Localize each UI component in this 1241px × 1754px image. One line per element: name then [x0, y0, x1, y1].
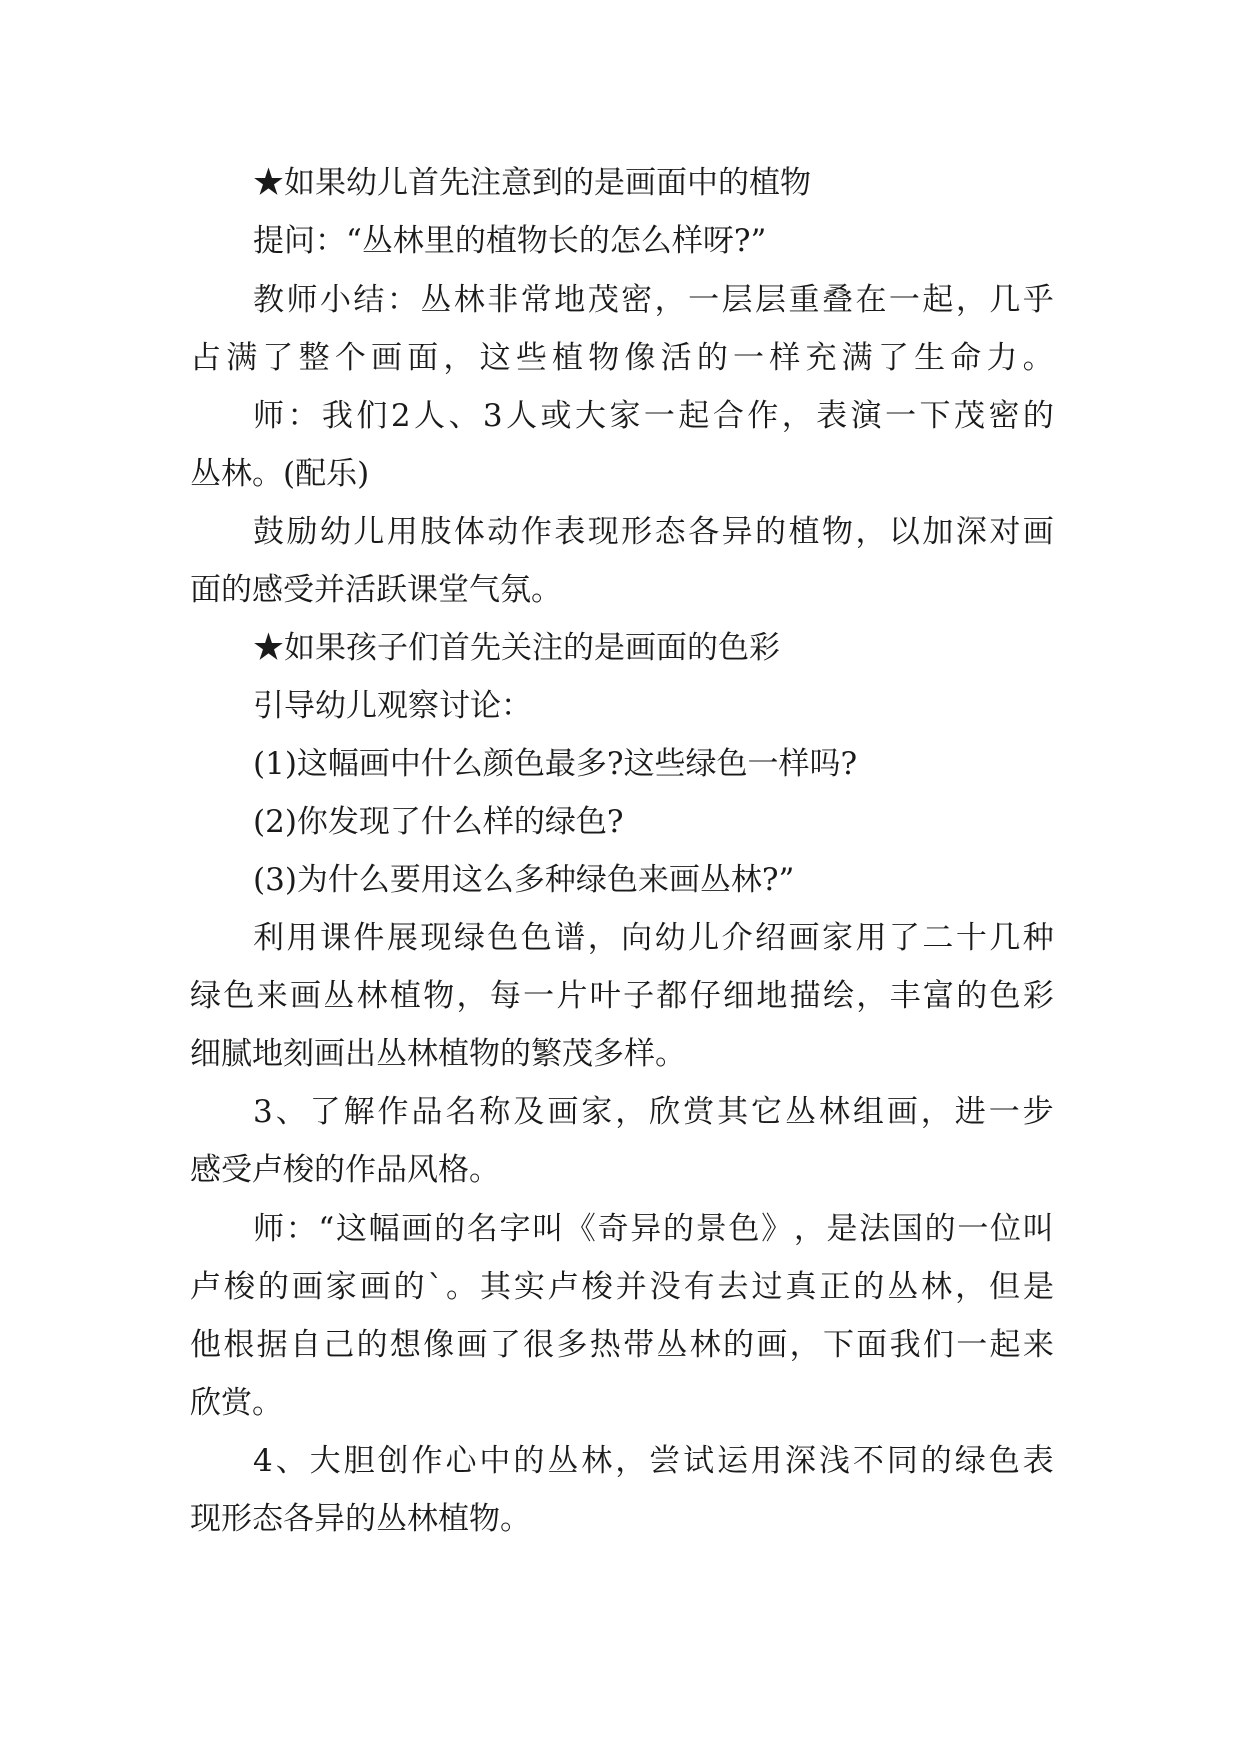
text-glyph: 家	[581, 1094, 613, 1130]
text-glyph: 种	[1022, 920, 1054, 956]
text-glyph: 师	[286, 282, 318, 318]
text-glyph: 几	[989, 920, 1021, 956]
text-glyph: 一	[688, 282, 720, 318]
text-glyph: 作	[747, 398, 779, 434]
text-glyph: 己	[323, 1327, 355, 1363]
text-glyph: 家	[609, 398, 641, 434]
text-glyph: 很	[523, 1327, 555, 1363]
text-glyph: 过	[751, 1269, 783, 1305]
text-glyph: 画	[886, 1094, 918, 1130]
text-glyph: 热	[589, 1327, 621, 1363]
text-glyph: 我	[321, 398, 353, 434]
text-glyph: 深	[784, 1443, 816, 1479]
text-glyph: 。	[1022, 340, 1054, 376]
text-glyph: 一	[888, 282, 920, 318]
text-glyph: 林	[453, 282, 485, 318]
text-glyph: 步	[1022, 1094, 1054, 1130]
text-glyph: 林	[356, 978, 388, 1014]
text-glyph: 人	[414, 398, 445, 434]
text-glyph: 这	[335, 1211, 367, 1247]
text-glyph: 密	[988, 398, 1020, 434]
text-glyph: 叶	[589, 978, 621, 1014]
text-glyph: 师	[253, 398, 284, 434]
text-glyph: 丛	[420, 282, 452, 318]
text-glyph: 尝	[649, 1443, 681, 1479]
text-glyph: ，	[654, 282, 686, 318]
text-glyph: 带	[623, 1327, 655, 1363]
text-glyph: 3	[253, 1094, 273, 1130]
text-glyph: 根	[223, 1327, 255, 1363]
text-glyph: 样	[769, 340, 801, 376]
text-glyph: 画	[359, 1269, 391, 1305]
text-glyph: 叠	[821, 282, 853, 318]
text-glyph: 画	[371, 340, 403, 376]
text-glyph: 作	[411, 1443, 443, 1479]
text-glyph: 乎	[1022, 282, 1054, 318]
text-glyph: 正	[819, 1269, 851, 1305]
text-glyph: 十	[955, 920, 987, 956]
text-glyph: 我	[889, 1327, 921, 1363]
text-glyph: 地	[554, 282, 586, 318]
text-glyph: 、	[448, 398, 480, 434]
text-glyph: 异	[721, 514, 753, 550]
text-glyph: 活	[660, 340, 692, 376]
text-glyph: 组	[852, 1094, 884, 1130]
text-glyph: 梭	[581, 1269, 613, 1305]
text-glyph: 个	[334, 340, 366, 376]
paragraph-line-13: (3)为什么要用这么多种绿色来画丛林?”	[253, 862, 795, 898]
text-glyph: 深	[955, 514, 987, 550]
text-glyph: 形	[621, 514, 653, 550]
text-glyph: 了	[888, 920, 920, 956]
text-glyph: `	[427, 1269, 444, 1305]
text-glyph: 想	[389, 1327, 421, 1363]
text-glyph: ：	[287, 398, 319, 434]
text-glyph: ，	[955, 282, 987, 318]
paragraph-line-19	[0, 1199, 1241, 1259]
text-glyph: 进	[954, 1094, 986, 1130]
text-glyph: 合	[712, 398, 744, 434]
text-glyph: 儿	[353, 514, 385, 550]
text-glyph: 都	[656, 978, 688, 1014]
text-glyph: 密	[621, 282, 653, 318]
paragraph-line-2: 提问：“丛林里的植物长的怎么样呀?”	[253, 223, 767, 259]
text-glyph: 现	[420, 920, 452, 956]
text-glyph: 每	[489, 978, 521, 1014]
text-glyph: 二	[922, 920, 954, 956]
paragraph-line-24: 现形态各异的丛林植物。	[190, 1501, 531, 1537]
text-glyph: 们	[356, 398, 388, 434]
paragraph-line-10: 引导幼儿观察讨论：	[253, 688, 532, 724]
paragraph-line-4	[0, 328, 1241, 388]
text-glyph: 向	[621, 920, 653, 956]
text-glyph: 字	[499, 1211, 531, 1247]
text-glyph: 仔	[689, 978, 721, 1014]
text-glyph: 称	[479, 1094, 511, 1130]
text-glyph: 画	[456, 1327, 488, 1363]
text-glyph: 教	[253, 282, 284, 318]
text-glyph: 层	[721, 282, 753, 318]
text-glyph: 面	[856, 1327, 888, 1363]
text-glyph: 绿	[190, 978, 221, 1014]
text-glyph: 幅	[368, 1211, 400, 1247]
text-glyph: 了	[309, 1094, 341, 1130]
text-glyph: 子	[623, 978, 655, 1014]
text-glyph: 3	[482, 398, 503, 434]
text-glyph: 了	[262, 340, 294, 376]
text-glyph: 色	[988, 1443, 1020, 1479]
text-glyph: 《	[564, 1211, 596, 1247]
paragraph-line-20	[0, 1257, 1241, 1317]
text-glyph: 国	[891, 1211, 923, 1247]
text-glyph: 丛	[547, 1443, 579, 1479]
text-glyph: 这	[479, 340, 511, 376]
text-glyph: 作	[520, 514, 552, 550]
text-glyph: 丛	[656, 1327, 688, 1363]
text-glyph: 用	[855, 920, 887, 956]
text-glyph: 非	[487, 282, 519, 318]
text-glyph: 师	[253, 1211, 284, 1247]
text-glyph: 》	[761, 1211, 793, 1247]
text-glyph: 不	[852, 1443, 884, 1479]
text-glyph: 胆	[343, 1443, 375, 1479]
text-glyph: 力	[986, 340, 1018, 376]
text-glyph: 展	[386, 920, 418, 956]
text-glyph: 的	[853, 1269, 885, 1305]
text-glyph: 一	[957, 1211, 989, 1247]
text-glyph: 用	[751, 1443, 783, 1479]
text-glyph: 充	[805, 340, 837, 376]
paragraph-line-23	[0, 1431, 1241, 1491]
text-glyph: 片	[556, 978, 588, 1014]
paragraph-line-6: 丛林。(配乐)	[190, 456, 370, 492]
text-glyph: 谱	[554, 920, 586, 956]
paragraph-line-17	[0, 1082, 1241, 1142]
text-glyph: ，	[789, 1327, 821, 1363]
text-glyph: 物	[423, 978, 455, 1014]
text-glyph: 多	[556, 1327, 588, 1363]
text-glyph: 自	[289, 1327, 321, 1363]
paragraph-line-15	[0, 966, 1241, 1026]
text-glyph: ，	[781, 398, 813, 434]
text-glyph: 卢	[190, 1269, 221, 1305]
text-glyph: 对	[989, 514, 1021, 550]
text-glyph: 色	[520, 920, 552, 956]
text-glyph: 的	[356, 1327, 388, 1363]
text-glyph: 丛	[784, 1094, 816, 1130]
text-glyph: 大	[309, 1443, 341, 1479]
text-glyph: 实	[513, 1269, 545, 1305]
text-glyph: 的	[663, 1211, 694, 1247]
text-glyph: 加	[922, 514, 954, 550]
text-glyph: 植	[788, 514, 820, 550]
text-glyph: 起	[678, 398, 710, 434]
text-glyph: 欣	[649, 1094, 681, 1130]
text-glyph: 的	[1022, 398, 1054, 434]
text-glyph: 物	[588, 340, 620, 376]
text-glyph: 大	[575, 398, 606, 434]
text-glyph: 起	[922, 282, 954, 318]
text-glyph: 异	[630, 1211, 662, 1247]
text-glyph: 们	[922, 1327, 954, 1363]
text-glyph: 一	[988, 1094, 1020, 1130]
paragraph-line-7	[0, 502, 1241, 562]
text-glyph: 的	[920, 1443, 952, 1479]
paragraph-line-16: 细腻地刻画出丛林植物的繁茂多样。	[190, 1036, 686, 1072]
text-glyph: 同	[886, 1443, 918, 1479]
text-glyph: 表	[1022, 1443, 1054, 1479]
paragraph-line-12: (2)你发现了什么样的绿色?	[253, 804, 624, 840]
paragraph-line-11: (1)这幅画中什么颜色最多?这些绿色一样吗?	[253, 746, 858, 782]
text-glyph: 占	[190, 340, 221, 376]
text-glyph: 植	[389, 978, 421, 1014]
text-glyph: 满	[226, 340, 258, 376]
text-glyph: 励	[286, 514, 318, 550]
text-glyph: 林	[921, 1269, 953, 1305]
text-glyph: 用	[386, 514, 418, 550]
text-glyph: 画	[291, 1269, 323, 1305]
text-glyph: 表	[554, 514, 586, 550]
text-glyph: 的	[956, 978, 988, 1014]
paragraph-line-5	[0, 386, 1241, 446]
text-glyph: 名	[445, 1094, 477, 1130]
text-glyph: 体	[453, 514, 485, 550]
text-glyph: 彩	[1022, 978, 1054, 1014]
text-glyph: 的	[513, 1443, 545, 1479]
text-glyph: 茂	[587, 282, 619, 318]
paragraph-line-14	[0, 908, 1241, 968]
text-glyph: 重	[788, 282, 820, 318]
text-glyph: 其	[479, 1269, 511, 1305]
text-glyph: 介	[721, 920, 753, 956]
text-glyph: 及	[513, 1094, 545, 1130]
text-glyph: 名	[466, 1211, 498, 1247]
text-glyph: 下	[822, 1327, 854, 1363]
text-glyph: 丛	[887, 1269, 919, 1305]
text-glyph: 的	[924, 1211, 956, 1247]
text-glyph: 肢	[420, 514, 452, 550]
text-glyph: 儿	[688, 920, 720, 956]
paragraph-line-8: 面的感受并活跃课堂气氛。	[190, 572, 562, 608]
text-glyph: ，	[955, 1269, 987, 1305]
text-glyph: 绍	[755, 920, 787, 956]
text-glyph: 浅	[818, 1443, 850, 1479]
text-glyph: 整	[298, 340, 330, 376]
text-glyph: 幼	[654, 920, 686, 956]
text-glyph: 像	[624, 340, 656, 376]
text-glyph: 画	[289, 978, 321, 1014]
text-glyph: 心	[445, 1443, 477, 1479]
paragraph-line-18: 感受卢梭的作品风格。	[190, 1152, 500, 1188]
text-glyph: 动	[487, 514, 519, 550]
text-glyph: 运	[717, 1443, 749, 1479]
text-glyph: 去	[717, 1269, 749, 1305]
text-glyph: 像	[423, 1327, 455, 1363]
text-glyph: 。	[446, 1269, 477, 1305]
text-glyph: 满	[841, 340, 873, 376]
text-glyph: 一	[956, 1327, 988, 1363]
text-glyph: 色	[487, 920, 519, 956]
text-glyph: 了	[489, 1327, 521, 1363]
text-glyph: ，	[615, 1094, 647, 1130]
text-glyph: 几	[989, 282, 1021, 318]
text-glyph: 的	[393, 1269, 425, 1305]
text-glyph: 态	[654, 514, 686, 550]
text-glyph: 但	[989, 1269, 1020, 1305]
text-glyph: 在	[855, 282, 887, 318]
text-glyph: 绘	[822, 978, 854, 1014]
text-glyph: 小	[319, 282, 351, 318]
text-glyph: 是	[1022, 1269, 1054, 1305]
text-glyph: 各	[688, 514, 720, 550]
paragraph-line-9: ★如果孩子们首先关注的是画面的色彩	[253, 630, 780, 666]
text-glyph: 4	[253, 1443, 273, 1479]
text-glyph: 画	[1022, 514, 1054, 550]
text-glyph: 色	[728, 1211, 760, 1247]
text-glyph: 中	[479, 1443, 511, 1479]
text-glyph: 绿	[453, 920, 485, 956]
text-glyph: 起	[989, 1327, 1021, 1363]
text-glyph: 描	[789, 978, 821, 1014]
text-glyph: 生	[914, 340, 946, 376]
text-glyph: 绿	[954, 1443, 986, 1479]
text-glyph: 试	[683, 1443, 715, 1479]
text-glyph: 梭	[223, 1269, 255, 1305]
text-glyph: 件	[353, 920, 385, 956]
text-glyph: 来	[1022, 1327, 1054, 1363]
text-glyph: 的	[755, 514, 787, 550]
text-glyph: 细	[723, 978, 754, 1014]
text-glyph: 是	[826, 1211, 858, 1247]
text-glyph: 鼓	[253, 514, 284, 550]
text-glyph: 奇	[597, 1211, 629, 1247]
text-glyph: 有	[683, 1269, 715, 1305]
text-glyph: ，	[920, 1094, 952, 1130]
paragraph-line-3	[0, 270, 1241, 330]
text-glyph: 、	[275, 1443, 307, 1479]
text-glyph: 的	[696, 340, 728, 376]
text-glyph: 下	[919, 398, 951, 434]
text-glyph: 卢	[547, 1269, 579, 1305]
text-glyph: 常	[520, 282, 552, 318]
text-glyph: 了	[877, 340, 909, 376]
text-glyph: 其	[717, 1094, 749, 1130]
text-glyph: 真	[785, 1269, 817, 1305]
text-glyph: 据	[256, 1327, 288, 1363]
text-glyph: 一	[733, 340, 765, 376]
text-glyph: 课	[319, 920, 351, 956]
text-glyph: ，	[456, 978, 488, 1014]
text-glyph: ：	[386, 282, 418, 318]
text-glyph: ，	[855, 514, 887, 550]
text-glyph: ，	[793, 1211, 825, 1247]
text-glyph: 没	[649, 1269, 681, 1305]
text-glyph: 2	[390, 398, 411, 434]
text-glyph: 演	[850, 398, 882, 434]
text-glyph: 法	[859, 1211, 891, 1247]
paragraph-line-22: 欣赏。	[190, 1385, 283, 1421]
text-glyph: 家	[325, 1269, 357, 1305]
text-glyph: 、	[275, 1094, 307, 1130]
text-glyph: 林	[689, 1327, 721, 1363]
text-glyph: ：	[285, 1211, 317, 1247]
text-glyph: 用	[286, 920, 318, 956]
text-glyph: 茂	[953, 398, 985, 434]
text-glyph: 或	[540, 398, 572, 434]
text-glyph: 位	[990, 1211, 1022, 1247]
text-glyph: 作	[377, 1094, 409, 1130]
text-glyph: 一	[643, 398, 675, 434]
text-glyph: 丛	[323, 978, 355, 1014]
text-glyph: 林	[818, 1094, 850, 1130]
text-glyph: 色	[989, 978, 1021, 1014]
text-glyph: 命	[950, 340, 982, 376]
text-glyph: 赏	[683, 1094, 715, 1130]
text-glyph: 层	[755, 282, 787, 318]
text-glyph: 画	[788, 920, 820, 956]
text-glyph: 利	[253, 920, 284, 956]
text-glyph: ，	[443, 340, 475, 376]
text-glyph: 地	[756, 978, 788, 1014]
text-glyph: “	[318, 1211, 335, 1247]
paragraph-line-1: ★如果幼儿首先注意到的是画面中的植物	[253, 165, 811, 201]
text-glyph: 它	[751, 1094, 783, 1130]
text-glyph: 他	[190, 1327, 221, 1363]
text-glyph: 现	[587, 514, 619, 550]
text-glyph: 些	[515, 340, 547, 376]
text-glyph: 景	[695, 1211, 727, 1247]
text-glyph: 解	[343, 1094, 375, 1130]
text-glyph: 人	[506, 398, 538, 434]
text-glyph: 的	[723, 1327, 754, 1363]
text-glyph: 表	[816, 398, 848, 434]
text-glyph: ，	[856, 978, 888, 1014]
text-glyph: 品	[411, 1094, 443, 1130]
text-glyph: 家	[821, 920, 853, 956]
text-glyph: 丰	[889, 978, 921, 1014]
text-glyph: 幼	[319, 514, 351, 550]
text-glyph: 画	[756, 1327, 788, 1363]
text-glyph: 面	[407, 340, 439, 376]
text-glyph: ，	[615, 1443, 647, 1479]
text-glyph: 富	[922, 978, 954, 1014]
text-glyph: 一	[885, 398, 917, 434]
text-glyph: 创	[377, 1443, 409, 1479]
text-glyph: 画	[401, 1211, 433, 1247]
text-glyph: 以	[888, 514, 920, 550]
text-glyph: 并	[615, 1269, 647, 1305]
text-glyph: ，	[587, 920, 619, 956]
text-glyph: 结	[353, 282, 385, 318]
text-glyph: 物	[821, 514, 853, 550]
text-glyph: 色	[223, 978, 255, 1014]
text-glyph: 画	[547, 1094, 579, 1130]
text-glyph: 叫	[532, 1211, 564, 1247]
text-glyph: 的	[434, 1211, 466, 1247]
text-glyph: 一	[523, 978, 555, 1014]
paragraph-line-21	[0, 1315, 1241, 1375]
text-glyph: 叫	[1022, 1211, 1054, 1247]
text-glyph: 植	[552, 340, 584, 376]
text-glyph: 的	[257, 1269, 289, 1305]
text-glyph: 来	[256, 978, 288, 1014]
text-glyph: 林	[581, 1443, 613, 1479]
